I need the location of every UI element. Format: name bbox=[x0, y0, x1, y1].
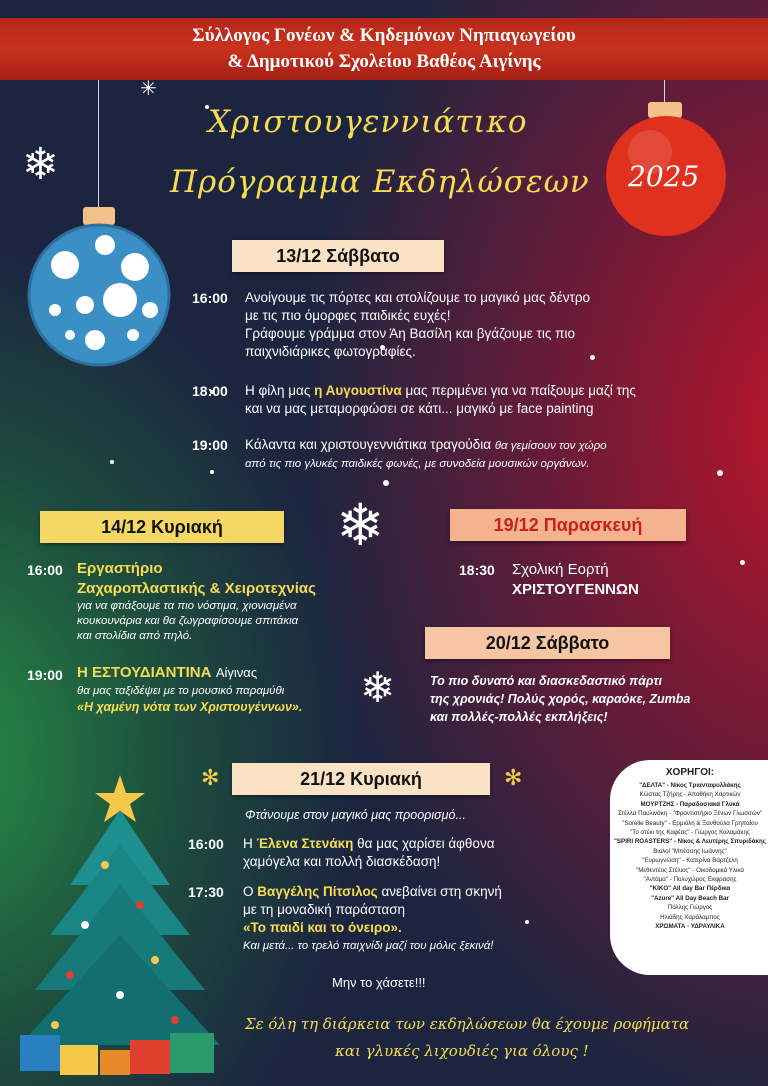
day-intro: Φτάνουμε στον μαγικό μας προορισμό... bbox=[245, 808, 466, 822]
date-band-14-12: 14/12 Κυριακή bbox=[40, 511, 284, 543]
organizer-header bbox=[0, 18, 768, 80]
small-snowflake-icon: ✻ bbox=[504, 765, 523, 790]
title-line-1: Χριστουγεννιάτικο bbox=[208, 104, 528, 140]
sponsor-item: Στέλλα Παυλινάκη - "Φροντιστήριο Ξένων Γλωσσών" bbox=[617, 810, 762, 818]
christmas-tree-icon bbox=[10, 765, 230, 1086]
event-time: 16:00 bbox=[27, 562, 63, 578]
sponsor-item: "ΔΕΛΤΑ" - Νίκος Τριανταφυλλάκης bbox=[639, 782, 741, 789]
sponsor-item: Κώστας Τζήρης - Αποθήκη Χαρτικών bbox=[639, 791, 741, 799]
sponsor-item: "Azure" All Day Beach Bar bbox=[651, 894, 729, 902]
footer-line-2: και γλυκές λιχουδιές για όλους ! bbox=[335, 1042, 589, 1060]
snow-dot bbox=[740, 560, 745, 565]
blue-ornament-icon bbox=[25, 205, 175, 370]
sponsor-item: "Μεθεντέος Στέλιος" - Οικοδομικά Υλικά bbox=[636, 866, 744, 874]
snowflake-icon: ❄ bbox=[360, 664, 396, 711]
sponsors-title: ΧΟΡΗΓΟΙ: bbox=[665, 767, 715, 778]
event-time: 16:00 bbox=[188, 836, 224, 852]
event-description: Η Έλενα Στενάκη θα μας χαρίσει άφθονα χαμόγελα και πολλή διασκέδαση! bbox=[243, 836, 495, 869]
title-line-2: Πρόγραμμα Εκδηλώσεων bbox=[170, 164, 590, 200]
sponsor-item: "Το στέκι της Καφέας" - Γιώργος Καλαμάκης bbox=[630, 829, 750, 837]
date-band-13-12: 13/12 Σάββατο bbox=[232, 240, 444, 272]
sponsor-item: Βιολοί "Μπέσσης Ιωάννης" bbox=[653, 847, 727, 855]
snowflake-icon: ❄ bbox=[336, 493, 385, 558]
snowflake-icon: ❄ bbox=[22, 140, 59, 189]
event-description: Εργαστήριο Ζαχαροπλαστικής & Χειροτεχνίας για να φτιάξουμε τα πιο νόστιμα, χιονισμένα κουκουνάρια και θα ζωγραφίσουμε σπιτάκια και στολίδια από πηλό. bbox=[77, 560, 316, 642]
sponsor-item: "Sorelle Beauty" - Ερμιόλη & Ξανθούλα Γρηπαίου bbox=[622, 819, 758, 827]
date-band-21-12: 21/12 Κυριακή bbox=[232, 763, 490, 795]
event-description: Ο Βαγγέλης Πίτσιλος ανεβαίνει στη σκηνή με τη μοναδική παράσταση «Το παιδί και το όνειρο». Και μετά... το τρελό παιχνίδι μαζί του μόλις ξεκινά! bbox=[243, 884, 502, 952]
sponsors-box bbox=[610, 760, 768, 975]
snow-dot bbox=[210, 470, 214, 474]
date-band-19-12: 19/12 Παρασκευή bbox=[450, 509, 686, 541]
event-time: 17:30 bbox=[188, 884, 224, 900]
sponsor-item: "KIKO" All day Bar Πέρδικα bbox=[649, 885, 731, 893]
footer-line-1: Σε όλη τη διάρκεια των εκδηλώσεων θα έχουμε ροφήματα bbox=[245, 1015, 690, 1033]
event-description: Ανοίγουμε τις πόρτες και στολίζουμε το μαγικό μας δέντρο με τις πιο όμορφες παιδικές ευχές! Γράφουμε γράμμα στον Άη Βασίλη και βγάζουμε τις πιο παιχνιδιάρικες φωτογραφίες. bbox=[245, 290, 591, 359]
snow-dot bbox=[383, 480, 389, 486]
event-description: Κάλαντα και χριστουγεννιάτικα τραγούδια θα γεμίσουν τον χώρο από τις πιο γλυκές παιδικές φωνές, με συνοδεία μουσικών οργάνων. bbox=[245, 437, 607, 470]
closing-text: Μην το χάσετε!!! bbox=[332, 975, 426, 990]
event-description: Η φίλη μας η Αυγουστίνα μας περιμένει για να παίξουμε μαζί της και να μας μεταμορφώσει σε κάτι... μαγικό με face painting bbox=[245, 383, 636, 416]
organizer-line-1: Σύλλογος Γονέων & Κηδεμόνων Νηπιαγωγείου bbox=[192, 25, 576, 46]
sponsor-item: ΜΟΥΡΤΖΗΣ - Παραδοσιακά Γλυκά bbox=[640, 800, 740, 808]
event-time: 19:00 bbox=[192, 437, 228, 453]
sponsor-item: ΧΡΩΜΑΤΑ - ΥΔΡΑΥΛΙΚΑ bbox=[655, 923, 725, 931]
sponsor-item: "SPIRI ROASTERS" - Νίκος & Λευτέρης Σπυριδάκης bbox=[614, 838, 766, 846]
sponsor-item: Πόλλης Γιώργος bbox=[667, 904, 713, 912]
snow-dot bbox=[110, 460, 114, 464]
small-snowflake-icon: ✻ bbox=[201, 765, 220, 790]
event-description: Η ΕΣΤΟΥΔΙΑΝΤΙΝΑ Αίγινας θα μας ταξιδέψει με το μουσικό παραμύθι «Η χαμένη νότα των Χριστουγέννων». bbox=[77, 664, 303, 714]
sponsor-item: "Ευρωγνώση" - Κατερίνα Βάρτζελη bbox=[642, 857, 738, 865]
event-time: 19:00 bbox=[27, 667, 63, 683]
event-description: Το πιο δυνατό και διασκεδαστικό πάρτι της χρονιάς! Πολύς χορός, καραόκε, Zumba και πολλές-πολλές εκπλήξεις! bbox=[430, 674, 691, 724]
sponsor-item: "Αντάμα" - Πολυχώρος Έκφρασης bbox=[643, 876, 737, 884]
snowflake-icon: ✳ bbox=[140, 78, 157, 100]
event-time: 18:00 bbox=[192, 383, 228, 399]
organizer-line-2: & Δημοτικού Σχολείου Βαθέος Αιγίνης bbox=[227, 51, 541, 72]
event-time: 16:00 bbox=[192, 290, 228, 306]
date-band-20-12: 20/12 Σάββατο bbox=[425, 627, 670, 659]
event-description: Σχολική Εορτή ΧΡΙΣΤΟΥΓΕΝΝΩΝ bbox=[512, 561, 639, 598]
sponsor-item: Ηλιάδης Χαράλαμπος bbox=[660, 913, 720, 921]
ornament-string bbox=[98, 80, 99, 210]
event-time: 18:30 bbox=[459, 562, 495, 578]
year-label: 2025 bbox=[628, 160, 700, 193]
